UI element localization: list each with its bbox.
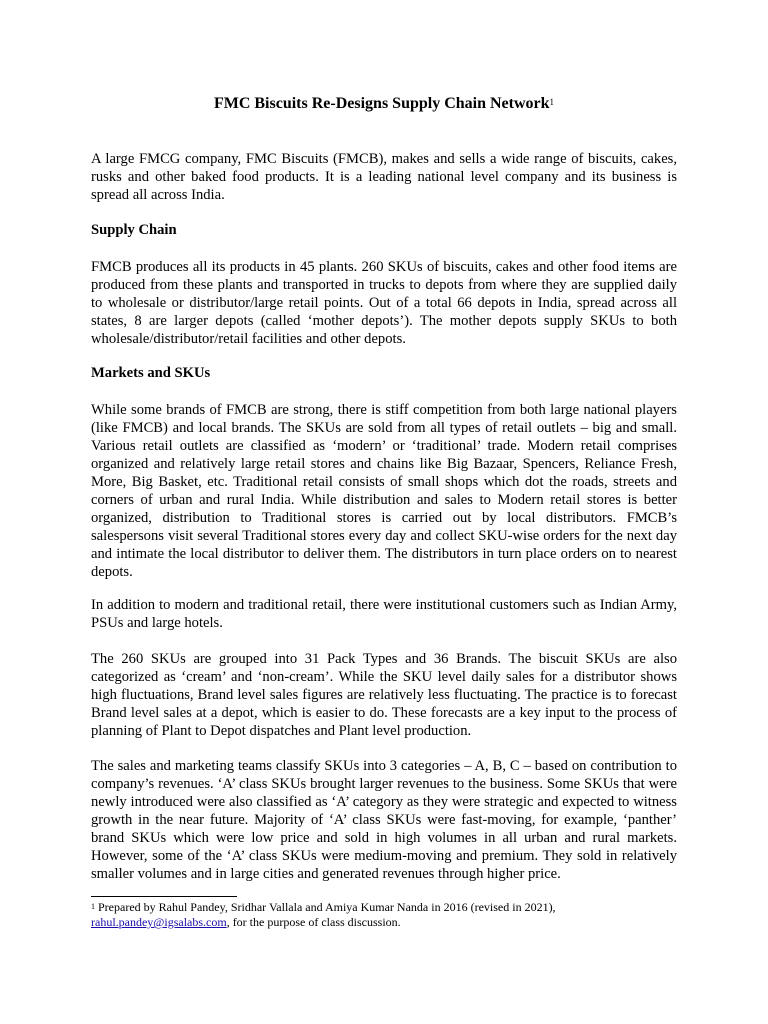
footnote-text: Prepared by Rahul Pandey, Sridhar Vallala and Amiya Kumar Nanda in 2016 (revised in 2021),: [98, 900, 556, 914]
markets-paragraph-1: While some brands of FMCB are strong, there is stiff competition from both large national players (like FMCB) and local brands. The SKUs are sold from all types of retail outlets – big and small. Various retail outlets are classified as ‘modern’ or ‘traditional’ trade. Modern retail comprises organized and relatively large retail stores and chains like Big Bazaar, Spencers, Reliance Fresh, More, Big Basket, etc. Traditional retail consists of small shops which dot the roads, streets and corners of urban and rural India. While distribution and sales to Modern retail stores is better organized, distribution to Traditional stores is carried out by local distributors. FMCB’s salespersons visit several Traditional stores every day and collect SKU-wise orders for the next day and intimate the local distributor to deliver them. The distributors in turn place orders on to nearest depots.: [91, 402, 677, 580]
title-text: FMC Biscuits Re-Designs Supply Chain Network: [213, 95, 550, 112]
footnote-email-link[interactable]: rahul.pandey@igsalabs.com: [91, 915, 227, 929]
title-footnote-marker[interactable]: 1: [549, 97, 555, 107]
supply-chain-paragraph: FMCB produces all its products in 45 plants. 260 SKUs of biscuits, cakes and other food items are produced from these plants and transported in trucks to depots from where they are supplied daily to wholesale or distributor/large retail points. Out of a total 66 depots in India, spread across all states, 8 are larger depots (called ‘mother depots’). The mother depots supply SKUs to both wholesale/distributor/retail facilities and other depots.: [91, 259, 677, 347]
markets-paragraph-2: In addition to modern and traditional retail, there were institutional customers such as Indian Army, PSUs and large hotels.: [91, 597, 677, 631]
section-heading-markets-skus: Markets and SKUs: [91, 365, 211, 381]
section-heading-supply-chain: Supply Chain: [91, 222, 177, 238]
markets-paragraph-4: The sales and marketing teams classify SKUs into 3 categories – A, B, C – based on contribution to company’s revenues. ‘A’ class SKUs brought larger revenues to the business. Some SKUs that were newly introduced were also classified as ‘A’ category as they were strategic and expected to witness growth in the near future. Majority of ‘A’ class SKUs were fast-moving, for example, ‘panther’ brand SKUs which were low price and sold in high volumes in all urban and rural markets. However, some of the ‘A’ class SKUs were medium-moving and premium. They sold in relatively smaller volumes and in large cities and generated revenues through higher price.: [91, 758, 677, 882]
footnote-divider: [91, 896, 237, 897]
footnote: [91, 900, 677, 930]
footnote-marker: 1: [91, 902, 95, 911]
document-title: [91, 94, 677, 114]
footnote-suffix: , for the purpose of class discussion.: [226, 915, 401, 929]
intro-paragraph: A large FMCG company, FMC Biscuits (FMCB), makes and sells a wide range of biscuits, cakes, rusks and other baked food products. It is a leading national level company and its business is spread all across India.: [91, 151, 677, 203]
markets-paragraph-3: The 260 SKUs are grouped into 31 Pack Types and 36 Brands. The biscuit SKUs are also categorized as ‘cream’ and ‘non-cream’. While the SKU level daily sales for a distributor shows high fluctuations, Brand level sales figures are relatively less fluctuating. The practice is to forecast Brand level sales at a depot, which is easier to do. These forecasts are a key input to the process of planning of Plant to Depot dispatches and Plant level production.: [91, 651, 677, 739]
